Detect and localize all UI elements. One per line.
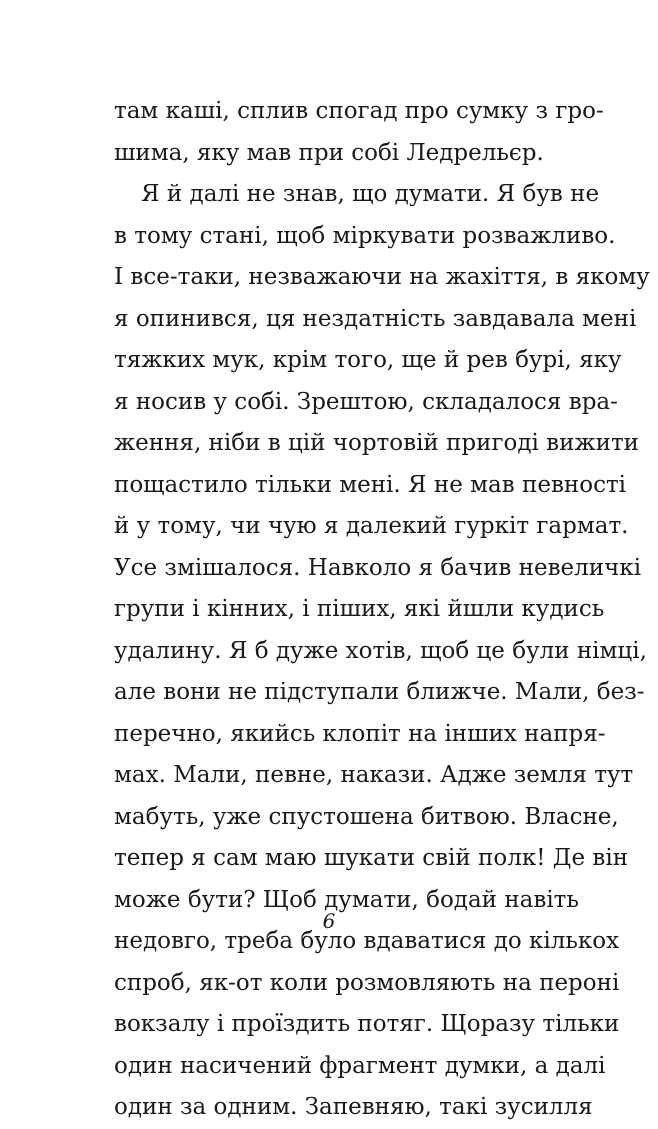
body-text xyxy=(114,91,650,1129)
text-line: я опинився, ця нездатність завдавала мені xyxy=(114,305,637,332)
text-line: пощастило тільки мені. Я не мав певності xyxy=(114,471,627,498)
text-line: але вони не підступали ближче. Мали, без- xyxy=(114,679,645,705)
text-line: групи і кінних, і піших, які йшли кудись xyxy=(114,596,605,622)
text-line: Я й далі не знав, що думати. Я був не xyxy=(141,181,600,207)
page-number: 6 xyxy=(322,909,336,933)
text-line: удалину. Я б дуже хотів, щоб це були німці, xyxy=(114,637,647,664)
text-line: один насичений фрагмент думки, а далі xyxy=(114,1052,606,1079)
text-line: перечно, якийсь клопіт на інших напря- xyxy=(114,720,606,747)
text-line: мах. Мали, певне, накази. Адже земля тут xyxy=(114,762,634,788)
text-line: й у тому, чи чую я далекий гуркіт гармат. xyxy=(114,513,629,539)
text-line: в тому стані, щоб міркувати розважливо. xyxy=(114,222,616,249)
text-line: може бути? Щоб думати, бодай навіть xyxy=(114,886,579,913)
text-line: недовго, треба було вдаватися до кількох xyxy=(114,928,620,954)
text-line: тепер я сам маю шукати свій полк! Де він xyxy=(114,845,629,871)
text-line: Усе змішалося. Навколо я бачив невеличкі xyxy=(114,554,642,581)
text-line: І все-таки, незважаючи на жахіття, в якому xyxy=(114,264,650,290)
text-line: тяжких мук, крім того, ще й рев бурі, яку xyxy=(114,347,622,373)
text-line: один за одним. Запевняю, такі зусилля xyxy=(114,1094,593,1120)
text-line: шима, яку мав при собі Ледрельєр. xyxy=(114,139,544,166)
text-line: ження, ніби в цій чортовій пригоді вижити xyxy=(114,430,640,456)
text-line: я носив у собі. Зрештою, складалося вра- xyxy=(114,388,618,415)
text-line: спроб, як-от коли розмовляють на пероні xyxy=(114,969,620,996)
text-line: вокзалу і проїздить потяг. Щоразу тільки xyxy=(114,1011,620,1037)
text-line: мабуть, уже спустошена битвою. Власне, xyxy=(114,803,619,830)
text-line: там каші, сплив спогад про сумку з гро- xyxy=(114,98,604,124)
